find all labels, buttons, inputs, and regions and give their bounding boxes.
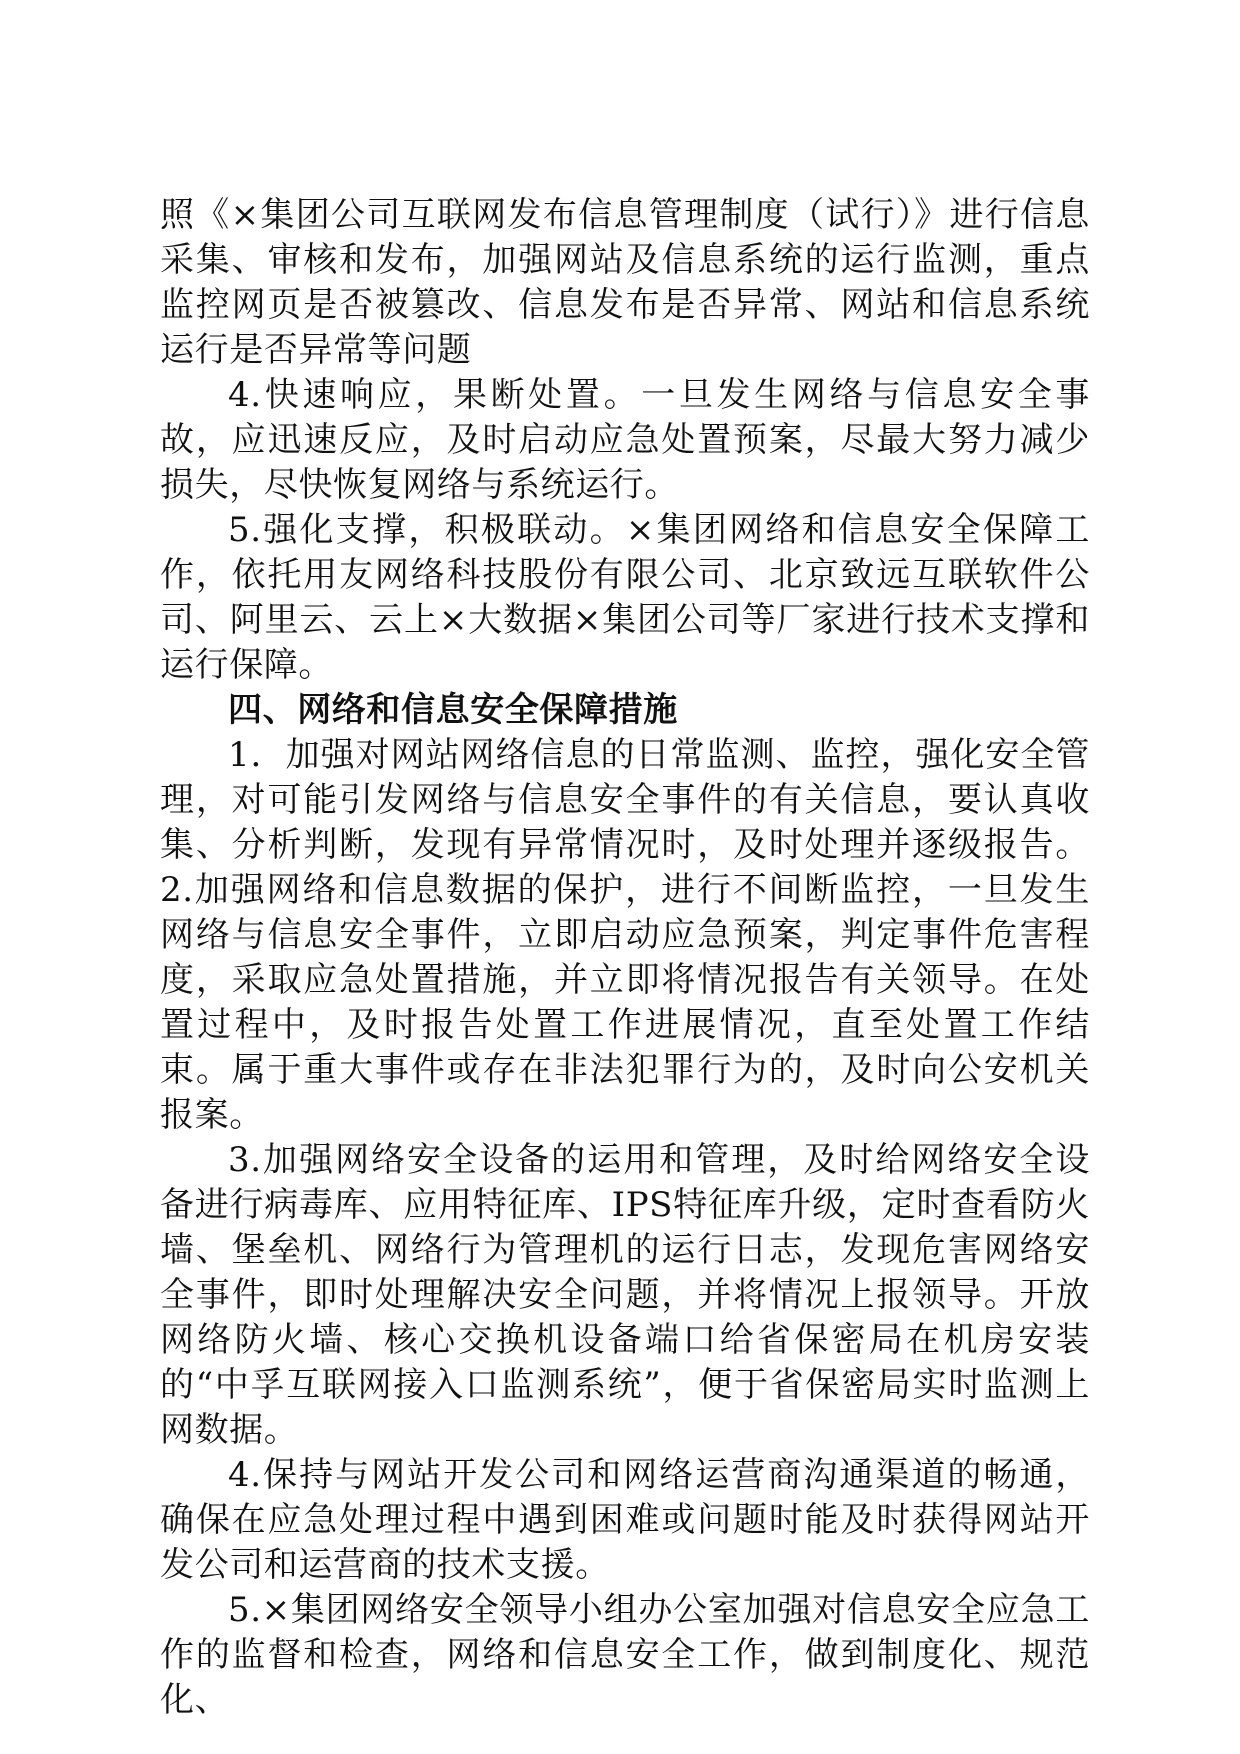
paragraph-rapid-response: 4.快速响应，果断处置。一旦发生网络与信息安全事故，应迅速反应，及时启动应急处置预案，尽最大努力减少损失，尽快恢复网络与系统运行。: [160, 375, 1090, 505]
document-body: [160, 193, 1090, 1723]
paragraph-measure-1-2: 1．加强对网站网络信息的日常监测、监控，强化安全管理，对可能引发网络与信息安全事件的有关信息，要认真收集、分析判断，发现有异常情况时，及时处理并逐级报告。2.加强网络和信息数据的保护，进行不间断监控，一旦发生网络与信息安全事件，立即启动应急预案，判定事件危害程度，采取应急处置措施，并立即将情况报告有关领导。在处置过程中，及时报告处置工作进展情况，直至处置工作结束。属于重大事件或存在非法犯罪行为的，及时向公安机关报案。: [160, 735, 1090, 1135]
paragraph-measure-5: 5.×集团网络安全领导小组办公室加强对信息安全应急工作的监督和检查，网络和信息安全工作，做到制度化、规范化、: [160, 1590, 1090, 1720]
paragraph-measure-3: 3.加强网络安全设备的运用和管理，及时给网络安全设备进行病毒库、应用特征库、IPS特征库升级，定时查看防火墙、堡垒机、网络行为管理机的运行日志，发现危害网络安全事件，即时处理解决安全问题，并将情况上报领导。开放网络防火墙、核心交换机设备端口给省保密局在机房安装的“中孚互联网接入口监测系统”，便于省保密局实时监测上网数据。: [160, 1140, 1090, 1450]
paragraph-measure-4: 4.保持与网站开发公司和网络运营商沟通渠道的畅通，确保在应急处理过程中遇到困难或问题时能及时获得网站开发公司和运营商的技术支援。: [160, 1455, 1090, 1585]
section-heading-measures: 四、网络和信息安全保障措施: [228, 690, 678, 730]
paragraph-continuation: 照《×集团公司互联网发布信息管理制度（试行）》进行信息采集、审核和发布，加强网站及信息系统的运行监测，重点监控网页是否被篡改、信息发布是否异常、网站和信息系统运行是否异常等问题: [160, 195, 1090, 370]
paragraph-support-linkage: 5.强化支撑，积极联动。×集团网络和信息安全保障工作，依托用友网络科技股份有限公司、北京致远互联软件公司、阿里云、云上×大数据×集团公司等厂家进行技术支撑和运行保障。: [160, 510, 1090, 685]
